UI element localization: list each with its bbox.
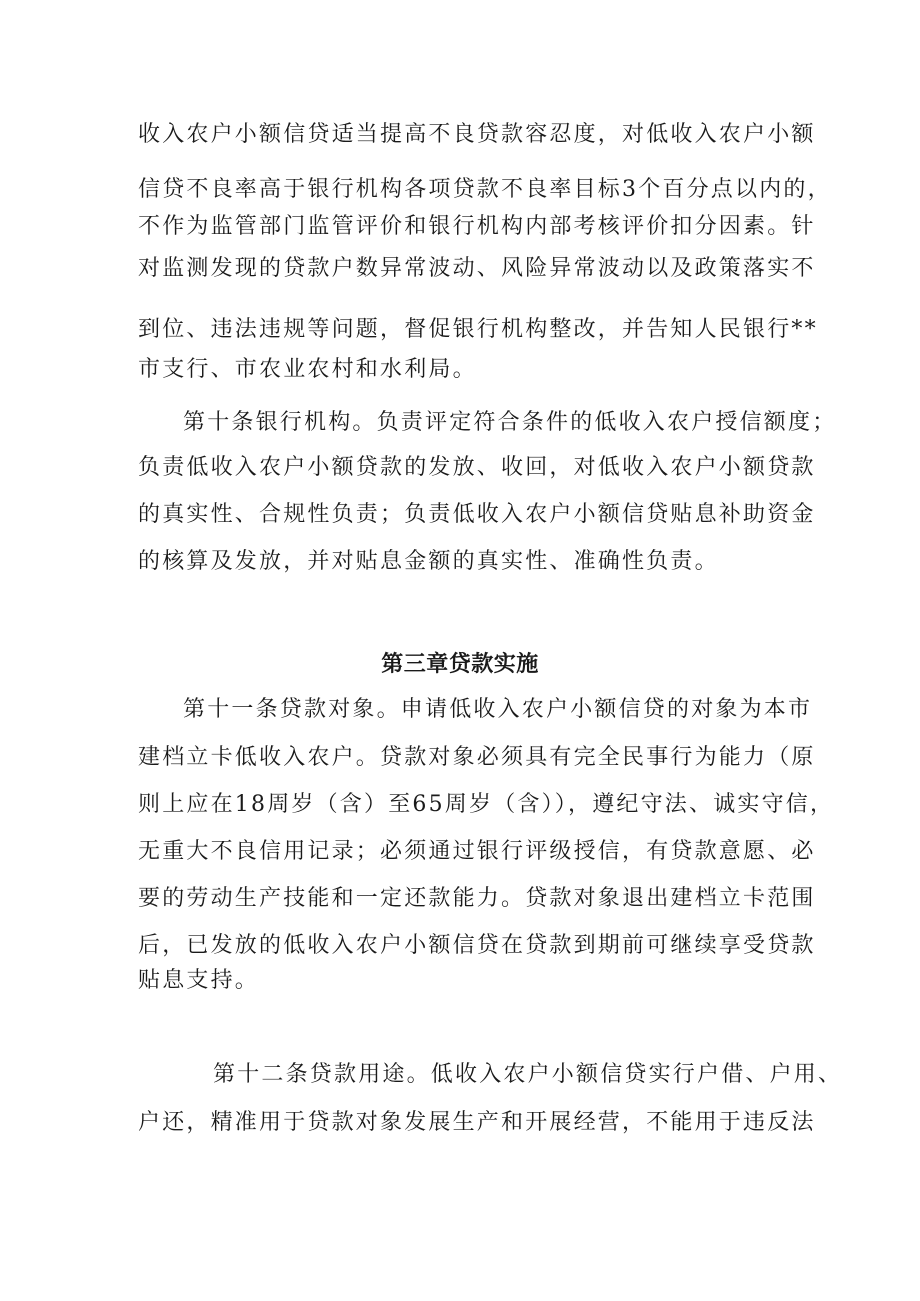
article-11-line: 要的劳动生产技能和一定还款能力。贷款对象退出建档立卡范围 [138, 886, 816, 911]
article-11-line: 第十一条贷款对象。申请低收入农户小额信贷的对象为本市 [183, 697, 813, 722]
paragraph-line: 信贷不良率高于银行机构各项贷款不良率目标3个百分点以内的， [138, 177, 832, 202]
article-11-line: 则上应在18周岁（含）至65周岁（含）），遵纪守法、诚实守信， [138, 792, 835, 817]
article-12-line: 户还，精准用于贷款对象发展生产和开展经营，不能用于违反法 [138, 1110, 816, 1135]
article-12-line: 第十二条贷款用途。低收入农户小额信贷实行户借、户用、 [213, 1062, 843, 1087]
article-11-line: 无重大不良信用记录；必须通过银行评级授信，有贷款意愿、必 [138, 839, 816, 864]
paragraph-line: 市支行、市农业农村和水利局。 [138, 357, 477, 382]
paragraph-line: 不作为监管部门监管评价和银行机构内部考核评价扣分因素。针 [138, 214, 816, 239]
chapter-heading: 第三章贷款实施 [381, 652, 539, 677]
article-11-line: 后，已发放的低收入农户小额信贷在贷款到期前可继续享受贷款 [138, 933, 816, 958]
article-10-line: 负责低收入农户小额贷款的发放、收回，对低收入农户小额贷款 [138, 455, 816, 480]
paragraph-line: 到位、违法违规等问题，督促银行机构整改，并告知人民银行** [138, 317, 818, 342]
article-10-line: 的真实性、合规性负责；负责低收入农户小额信贷贴息补助资金 [138, 502, 816, 527]
article-10-line: 第十条银行机构。负责评定符合条件的低收入农户授信额度； [183, 410, 837, 435]
article-11-line: 贴息支持。 [138, 968, 260, 993]
article-10-line: 的核算及发放，并对贴息金额的真实性、准确性负责。 [138, 549, 719, 574]
paragraph-line: 收入农户小额信贷适当提高不良贷款容忍度，对低收入农户小额 [138, 122, 816, 147]
article-11-line: 建档立卡低收入农户。贷款对象必须具有完全民事行为能力（原 [138, 745, 816, 770]
paragraph-line: 对监测发现的贷款户数异常波动、风险异常波动以及政策落实不 [138, 256, 816, 281]
